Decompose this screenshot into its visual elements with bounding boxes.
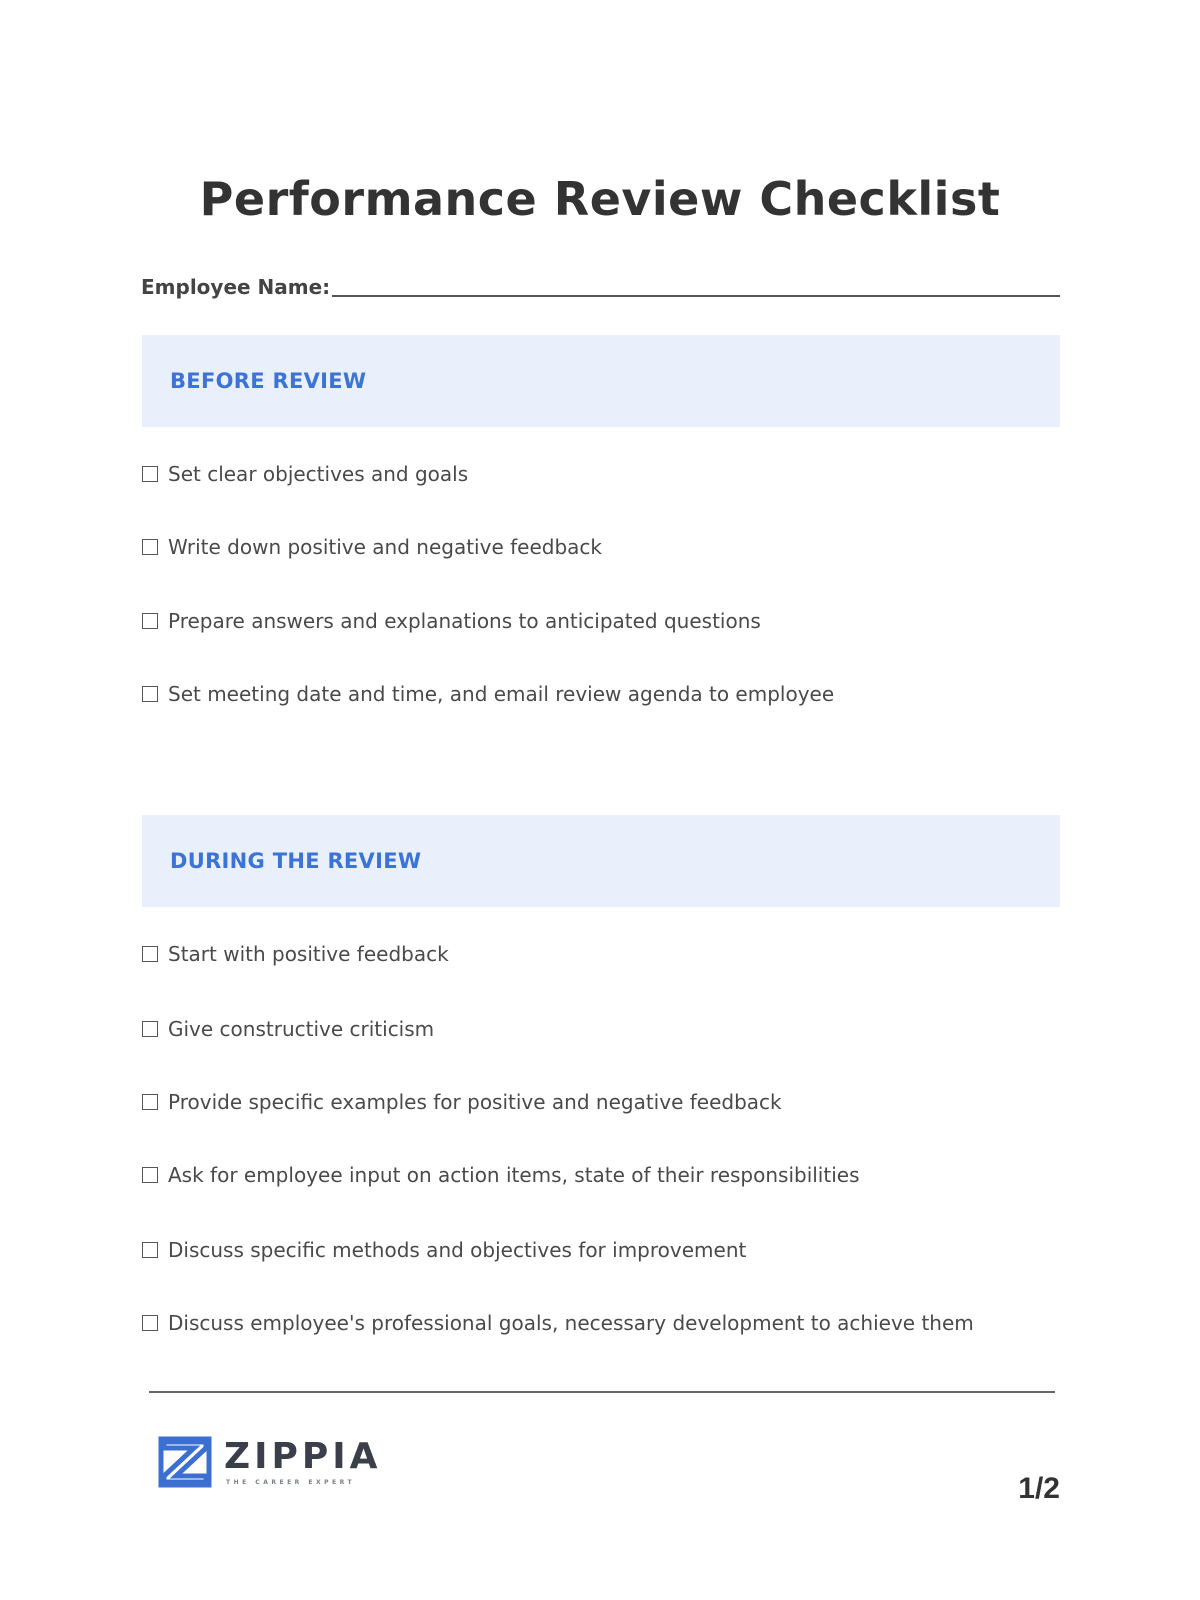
checkbox-icon[interactable]: [142, 946, 158, 962]
checklist-item-label: Set clear objectives and goals: [168, 462, 469, 486]
section-heading: BEFORE REVIEW: [170, 369, 367, 393]
checkbox-icon[interactable]: [142, 686, 158, 702]
employee-name-label: Employee Name:: [141, 275, 331, 299]
section-heading: DURING THE REVIEW: [170, 849, 422, 873]
brand-name: ZIPPIA: [224, 1436, 382, 1477]
checklist-item-label: Provide specific examples for positive and negative feedback: [168, 1090, 782, 1114]
checkbox-icon[interactable]: [142, 1242, 158, 1258]
page-title: Performance Review Checklist: [199, 172, 1001, 226]
checklist-item[interactable]: [142, 535, 602, 559]
section-header-during-review: [142, 815, 1060, 907]
page-number: 1/2: [1018, 1472, 1060, 1505]
checklist-item[interactable]: [142, 609, 761, 633]
checklist-item-label: Ask for employee input on action items, state of their responsibilities: [168, 1163, 860, 1187]
checkbox-icon[interactable]: [142, 539, 158, 555]
checkbox-icon[interactable]: [142, 466, 158, 482]
zippia-logo-icon: [158, 1434, 214, 1490]
employee-name-row: [141, 271, 1060, 303]
brand-tagline: THE CAREER EXPERT: [226, 1479, 356, 1486]
checklist-item[interactable]: [142, 1311, 974, 1335]
footer-divider: [149, 1391, 1055, 1393]
zippia-logo: [158, 1434, 398, 1494]
checklist-item[interactable]: [142, 462, 468, 486]
checklist-item-label: Discuss specific methods and objectives for improvement: [168, 1238, 747, 1262]
checkbox-icon[interactable]: [142, 1315, 158, 1331]
checklist-item-label: Discuss employee's professional goals, necessary development to achieve them: [168, 1311, 974, 1335]
checkbox-icon[interactable]: [142, 1167, 158, 1183]
section-header-before-review: [142, 335, 1060, 427]
checklist-item[interactable]: [142, 1163, 859, 1187]
checklist-item[interactable]: [142, 682, 834, 706]
checklist-item-label: Prepare answers and explanations to anticipated questions: [168, 609, 761, 633]
checkbox-icon[interactable]: [142, 613, 158, 629]
checklist-item-label: Write down positive and negative feedback: [168, 535, 602, 559]
checklist-item[interactable]: [142, 942, 449, 966]
checklist-item[interactable]: [142, 1090, 782, 1114]
checklist-item-label: Start with positive feedback: [168, 942, 449, 966]
checkbox-icon[interactable]: [142, 1094, 158, 1110]
checkbox-icon[interactable]: [142, 1021, 158, 1037]
checklist-item[interactable]: [142, 1238, 746, 1262]
checklist-item[interactable]: [142, 1017, 434, 1041]
employee-name-field[interactable]: [332, 295, 1060, 297]
checklist-item-label: Set meeting date and time, and email review agenda to employee: [168, 682, 835, 706]
checklist-item-label: Give constructive criticism: [168, 1017, 435, 1041]
